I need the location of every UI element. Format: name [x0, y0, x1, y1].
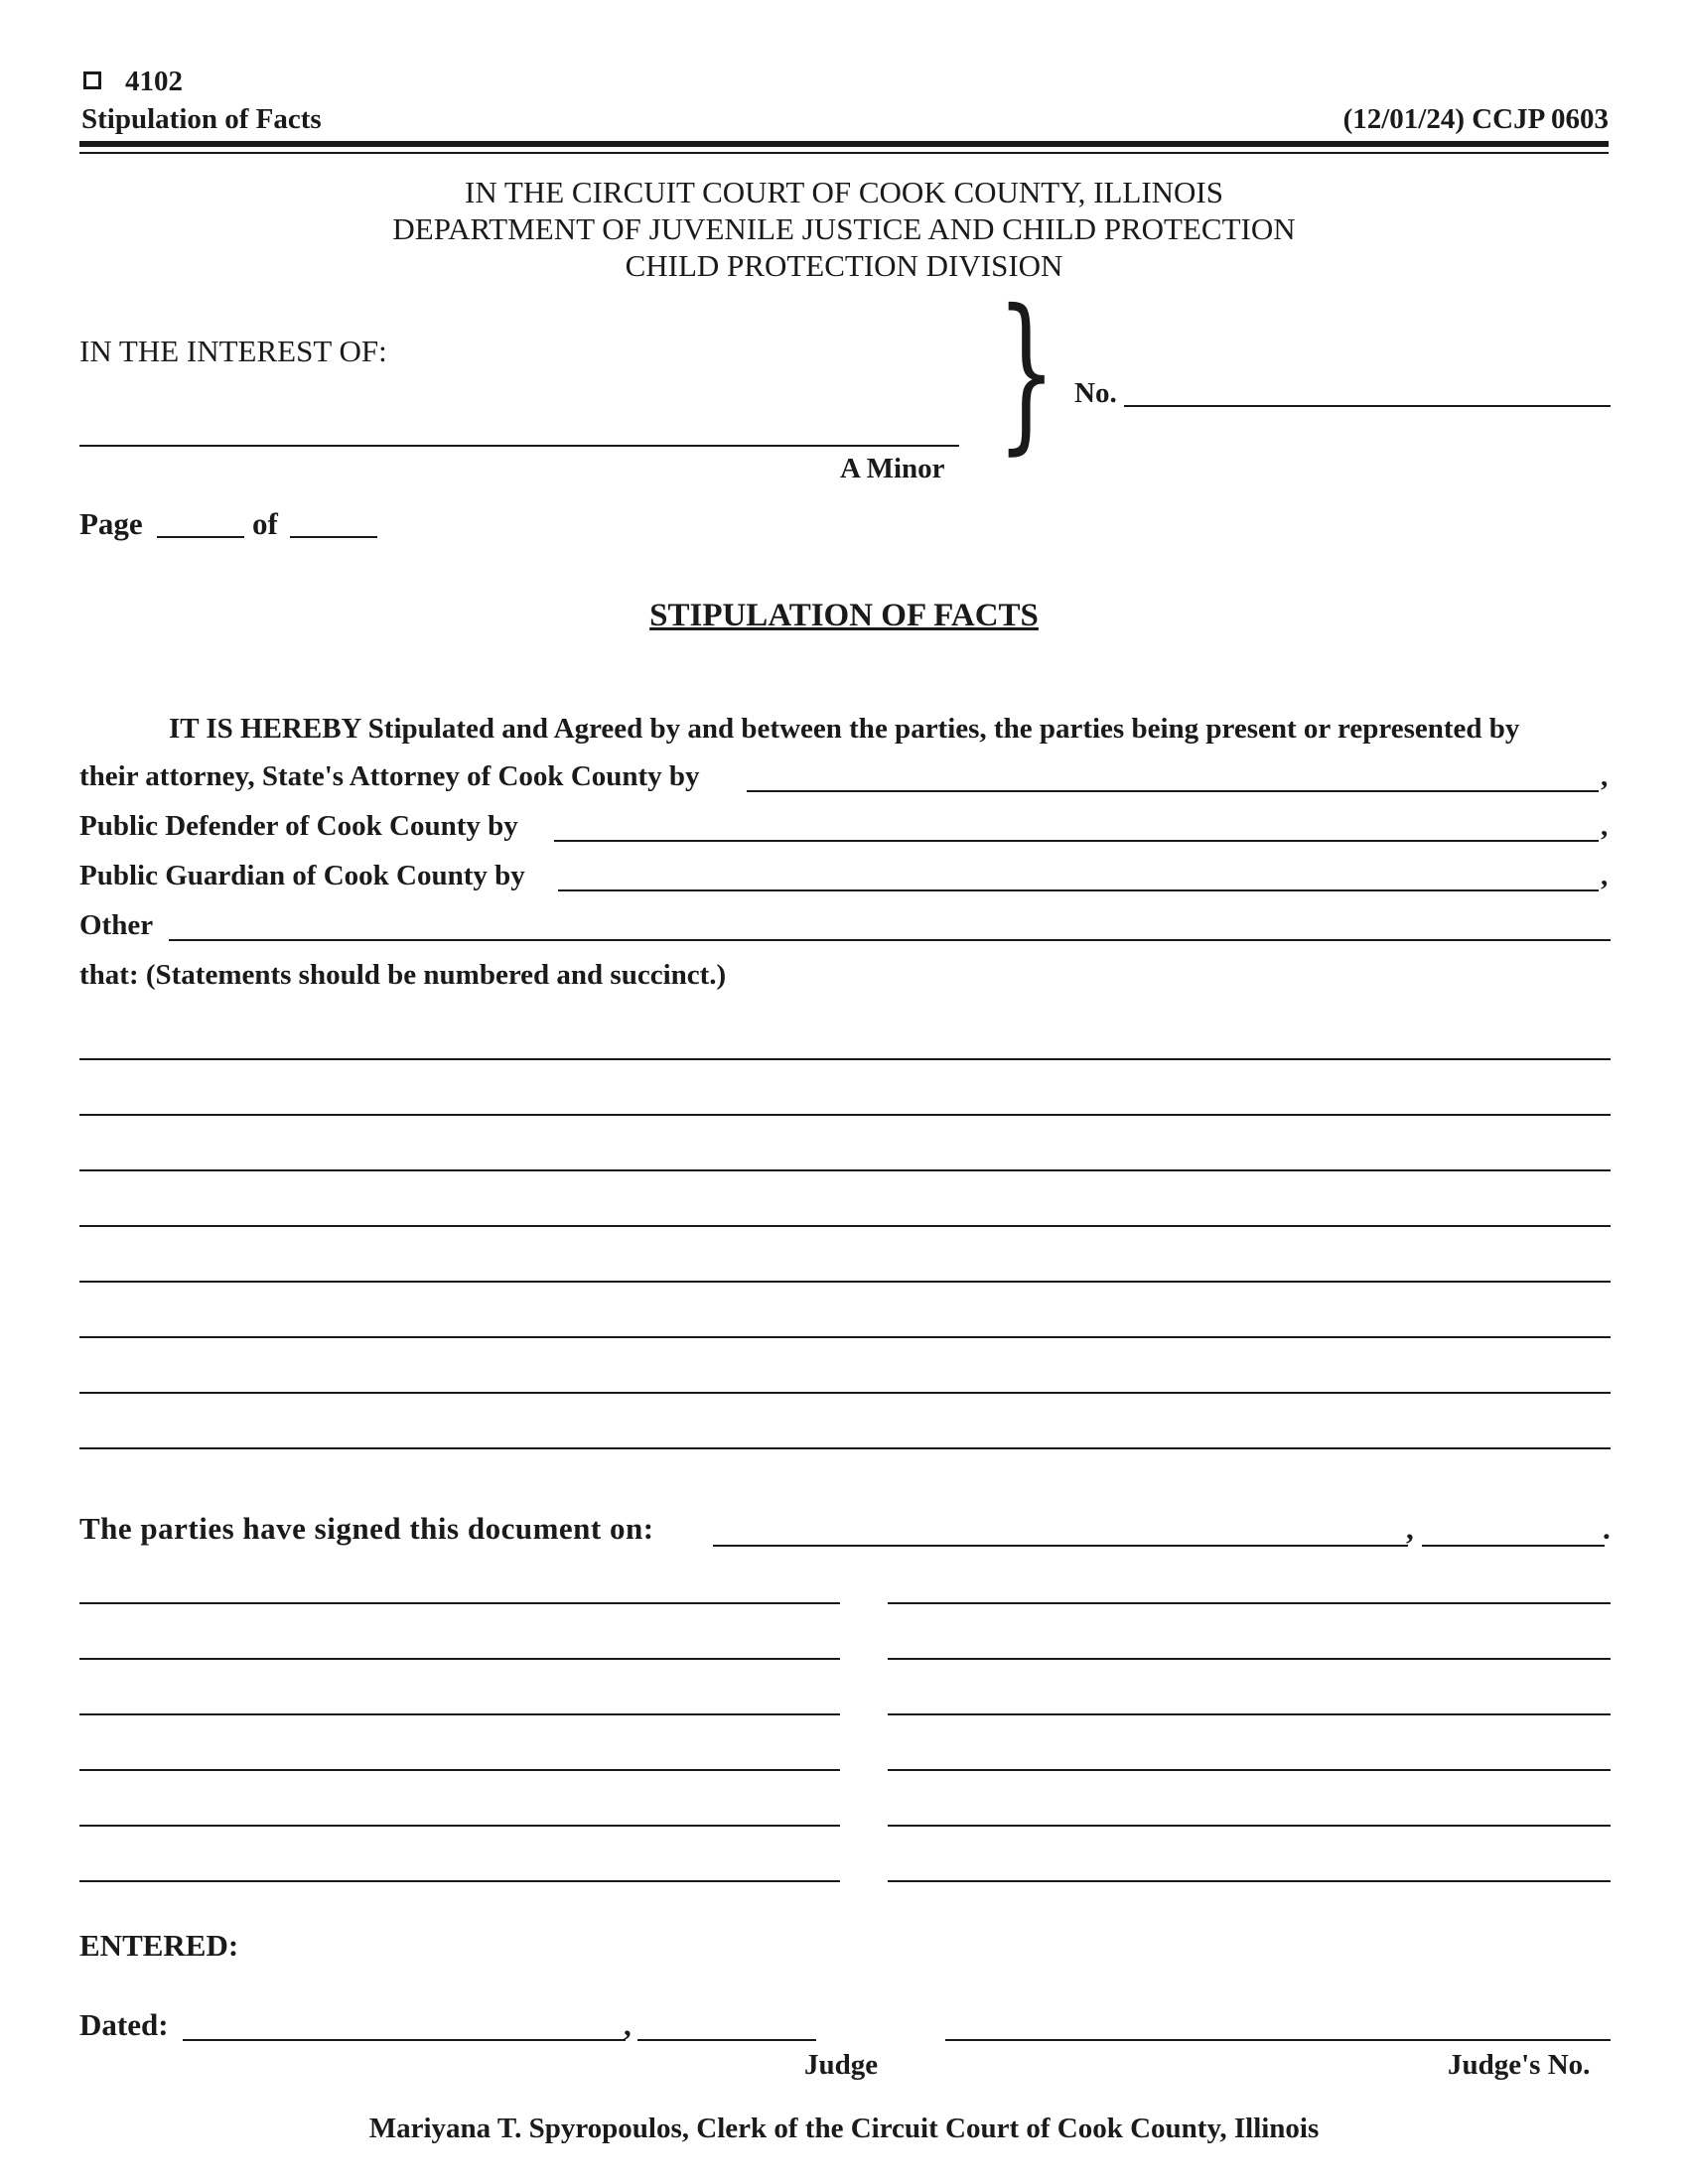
signature-line-left[interactable]	[79, 1602, 840, 1604]
signature-line-left[interactable]	[79, 1825, 840, 1827]
public-guardian-label: Public Guardian of Cook County by	[79, 860, 525, 891]
statement-line[interactable]	[79, 1058, 1611, 1060]
court-line-3: CHILD PROTECTION DIVISION	[625, 248, 1063, 283]
form-code: (12/01/24) CCJP 0603	[1342, 103, 1609, 135]
signature-line-right[interactable]	[888, 1713, 1611, 1715]
page-of-label: of	[252, 506, 278, 541]
signature-line-left[interactable]	[79, 1880, 840, 1882]
court-line-2: DEPARTMENT OF JUVENILE JUSTICE AND CHILD PROTECTION	[392, 211, 1296, 246]
dated-label: Dated:	[79, 2007, 169, 2042]
form-checkbox[interactable]	[83, 71, 101, 89]
dated-field[interactable]	[183, 2039, 626, 2041]
signature-line-left[interactable]	[79, 1658, 840, 1660]
document-title: STIPULATION OF FACTS	[649, 598, 1039, 633]
court-line-1: IN THE CIRCUIT COURT OF COOK COUNTY, ILLINOIS	[465, 175, 1223, 209]
statement-line[interactable]	[79, 1169, 1611, 1171]
dated-year-field[interactable]	[637, 2039, 816, 2041]
signature-line-right[interactable]	[888, 1602, 1611, 1604]
signed-period: .	[1603, 1511, 1611, 1546]
dated-comma: ,	[624, 2007, 632, 2042]
minor-name-field[interactable]	[79, 445, 959, 447]
signed-date-field[interactable]	[713, 1545, 1408, 1547]
form-title: Stipulation of Facts	[81, 103, 322, 135]
other-field[interactable]	[169, 939, 1611, 941]
that-label: that: (Statements should be numbered and succinct.)	[79, 959, 727, 991]
signature-line-left[interactable]	[79, 1713, 840, 1715]
signature-line-right[interactable]	[888, 1825, 1611, 1827]
statement-line[interactable]	[79, 1336, 1611, 1338]
public-defender-comma: ,	[1601, 810, 1609, 842]
public-defender-label: Public Defender of Cook County by	[79, 810, 518, 842]
header-rule-thick	[79, 141, 1609, 147]
signed-date-comma: ,	[1406, 1511, 1414, 1546]
other-label: Other	[79, 909, 154, 941]
minor-label: A Minor	[840, 453, 945, 484]
public-guardian-comma: ,	[1601, 860, 1609, 891]
judge-number-label: Judge's No.	[1448, 2049, 1591, 2081]
statement-line[interactable]	[79, 1281, 1611, 1283]
public-defender-field[interactable]	[554, 840, 1599, 842]
signature-line-right[interactable]	[888, 1880, 1611, 1882]
signature-line-left[interactable]	[79, 1769, 840, 1771]
statement-line[interactable]	[79, 1392, 1611, 1394]
judge-signature-field[interactable]	[945, 2039, 1611, 2041]
public-guardian-field[interactable]	[558, 889, 1599, 891]
signature-line-right[interactable]	[888, 1769, 1611, 1771]
signed-year-field[interactable]	[1422, 1545, 1605, 1547]
case-number-field[interactable]	[1124, 405, 1611, 407]
interest-label: IN THE INTEREST OF:	[79, 334, 387, 368]
states-attorney-label: their attorney, State's Attorney of Cook County by	[79, 760, 700, 792]
clerk-footer: Mariyana T. Spyropoulos, Clerk of the Circuit Court of Cook County, Illinois	[368, 2113, 1320, 2144]
page-total-field[interactable]	[290, 536, 377, 538]
statement-line[interactable]	[79, 1225, 1611, 1227]
states-attorney-field[interactable]	[747, 790, 1599, 792]
statement-line[interactable]	[79, 1447, 1611, 1449]
states-attorney-comma: ,	[1601, 760, 1609, 792]
header-rule-thin	[79, 152, 1609, 154]
entered-label: ENTERED:	[79, 1928, 239, 1963]
form-number: 4102	[125, 66, 183, 97]
case-no-label: No.	[1074, 377, 1117, 409]
statement-line[interactable]	[79, 1114, 1611, 1116]
judge-label: Judge	[804, 2049, 879, 2081]
caption-brace: }	[997, 274, 1056, 471]
signed-on-label: The parties have signed this document on:	[79, 1511, 654, 1546]
signature-line-right[interactable]	[888, 1658, 1611, 1660]
intro-text: IT IS HEREBY Stipulated and Agreed by and between the parties, the parties being present or represented by	[169, 713, 1520, 745]
page-number-field[interactable]	[157, 536, 244, 538]
page-label: Page	[79, 506, 143, 541]
